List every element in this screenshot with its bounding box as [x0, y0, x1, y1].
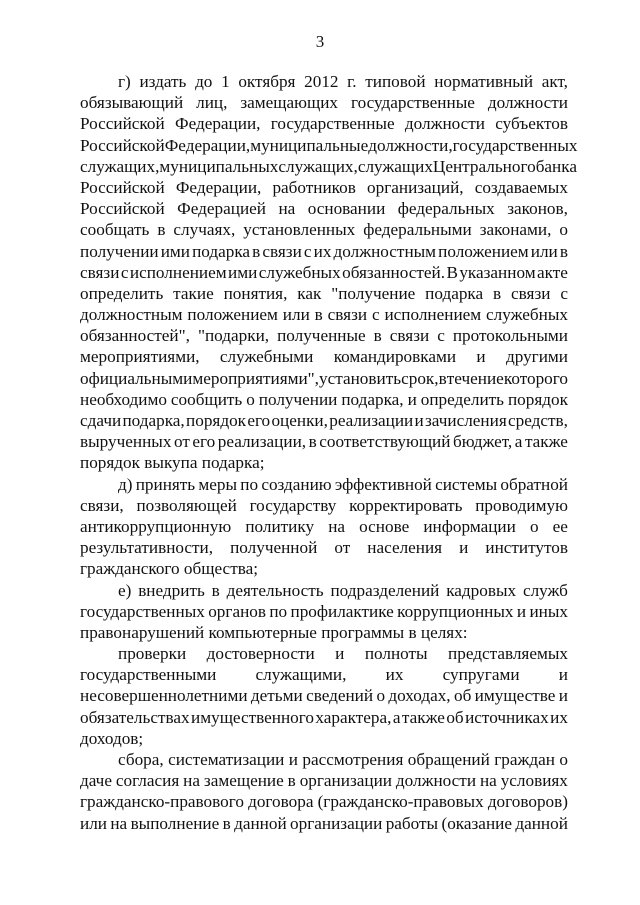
text-line: сбора, систематизации и рассмотрения обращений граждан о [118, 750, 568, 769]
text-line: служащих, муниципальных служащих, служащих Центрального банка [80, 156, 577, 176]
text-line: сдачи подарка, порядок его оценки, реализации и зачисления средств, [80, 411, 568, 430]
text-line: г) издать до 1 октября 2012 г. типовой нормативный акт, [118, 72, 568, 91]
text-line: правонарушений компьютерные программы в целях: [80, 622, 468, 642]
text-line: Российской Федерации, муниципальные должности, государственных [80, 135, 578, 155]
text-line: связи с исполнением ими служебных обязанностей. В указанном акте [80, 262, 568, 282]
text-line: государственных органов по профилактике коррупционных и иных [80, 601, 568, 621]
text-line: Российской Федерацией на основании федеральных законов, [80, 199, 568, 219]
text-line: государственными служащими, их супругами и [80, 665, 568, 685]
text-line: вырученных от его реализации, в соответствующий бюджет, а также [80, 432, 568, 452]
text-line: Российской Федерации, работников организаций, создаваемых [80, 177, 568, 197]
text-line: даче согласия на замещение в организации должности на условиях [80, 771, 568, 791]
text-line: определить такие понятия, как "получение подарка в связи с [80, 283, 568, 303]
text-line: гражданского общества; [80, 559, 258, 579]
text-line: Российской Федерации, государственные должности субъектов [80, 114, 568, 134]
text-line: обязанностей", "подарки, полученные в связи с протокольными [80, 326, 568, 346]
text-line: или на выполнение в данной организации работы (оказание данной [80, 813, 568, 833]
text-line: несовершеннолетними детьми сведений о доходах, об имуществе и [80, 686, 568, 706]
text-line: е) внедрить в деятельность подразделений кадровых служб [118, 580, 568, 600]
document-body [80, 71, 578, 834]
text-line: порядок выкупа подарка; [80, 453, 265, 473]
text-line: связи, позволяющей государству корректировать проводимую [80, 495, 568, 515]
text-line: проверки достоверности и полноты представляемых [118, 644, 568, 664]
text-line: гражданско-правового договора (гражданско-правовых договоров) [80, 792, 568, 812]
text-line: результативности, полученной от населения и институтов [80, 538, 568, 558]
text-line: обязательствах имущественного характера, а также об источниках их [80, 707, 568, 727]
text-line: мероприятиями, служебными командировками и другими [80, 347, 568, 367]
page-number: 3 [315, 32, 325, 51]
text-line: официальными мероприятиями", установить срок, в течение которого [80, 368, 568, 388]
text-line: антикоррупционную политику на основе информации о ее [80, 516, 568, 536]
text-line: получении ими подарка в связи с их должностным положением или в [80, 241, 568, 261]
text-line: обязывающий лиц, замещающих государственные должности [80, 93, 568, 113]
text-line: необходимо сообщить о получении подарка, и определить порядок [80, 389, 568, 409]
text-line: доходов; [80, 728, 144, 748]
text-line: д) принять меры по созданию эффективной системы обратной [118, 474, 568, 494]
text-line: сообщать в случаях, установленных федеральными законами, о [80, 220, 568, 240]
text-line: должностным положением или в связи с исполнением служебных [80, 305, 568, 325]
